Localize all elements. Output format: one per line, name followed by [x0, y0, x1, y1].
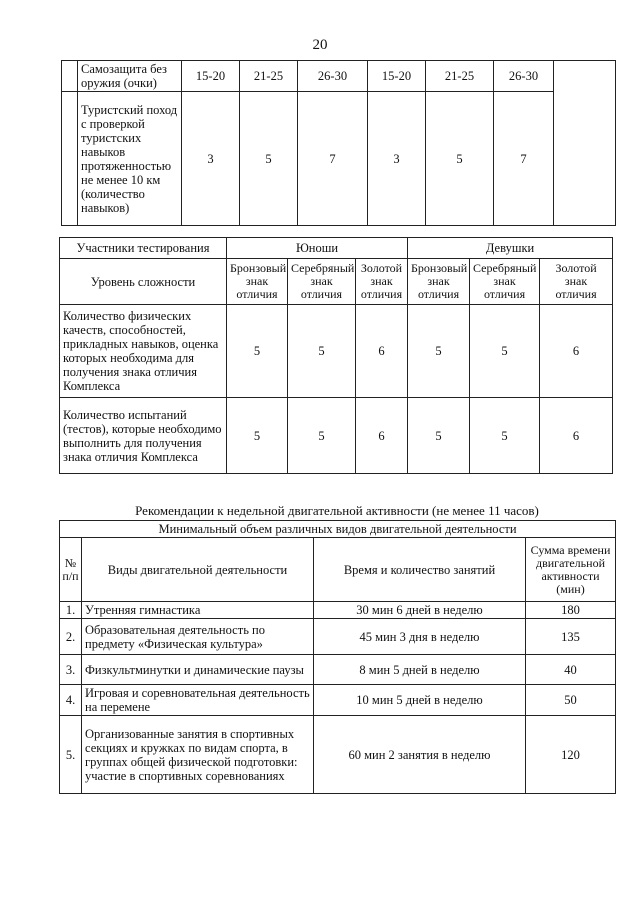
table-row [60, 305, 613, 398]
activity-sum: 180 [526, 602, 616, 619]
activity-sum: 120 [526, 716, 616, 794]
exercise-name: Самозащита без оружия (очки) [78, 61, 182, 92]
table-row [62, 61, 616, 92]
row-label: Количество испытаний (тестов), которые необходимо выполнить для получения знака отличия Комплекса [60, 398, 227, 474]
table-cell: 3 [368, 92, 426, 226]
table-cell [554, 61, 616, 226]
row-number: 5. [60, 716, 82, 794]
table-cell: 5 [408, 398, 470, 474]
activity-type: Утренняя гимнастика [82, 602, 314, 619]
activity-time: 10 мин 5 дней в неделю [314, 685, 526, 716]
table-cell: 21-25 [426, 61, 494, 92]
table-cell: 5 [470, 398, 540, 474]
table-row [60, 521, 616, 538]
row-number: 2. [60, 619, 82, 655]
row-number: 4. [60, 685, 82, 716]
table-cell: 7 [494, 92, 554, 226]
table-row [60, 538, 616, 602]
table-cell [62, 92, 78, 226]
time-header: Время и количество занятий [314, 538, 526, 602]
row-number: 3. [60, 655, 82, 685]
table-cell: 6 [356, 398, 408, 474]
level-header: Уровень сложности [60, 259, 227, 305]
level-gold: Золотой знак отличия [540, 259, 613, 305]
activity-title: Рекомендации к недельной двигательной активности (не менее 11 часов) [135, 503, 539, 518]
activity-type: Игровая и соревновательная деятельность на перемене [82, 685, 314, 716]
table-cell: 5 [227, 305, 288, 398]
level-bronze: Бронзовый знак отличия [408, 259, 470, 305]
type-header: Виды двигательной деятельности [82, 538, 314, 602]
activity-sum: 135 [526, 619, 616, 655]
activity-time: 45 мин 3 дня в неделю [314, 619, 526, 655]
activity-sum: 40 [526, 655, 616, 685]
activity-subtitle: Минимальный объем различных видов двигательной деятельности [60, 521, 616, 538]
table-row [60, 619, 616, 655]
boys-header: Юноши [227, 238, 408, 259]
row-number: 1. [60, 602, 82, 619]
table-cell: 5 [288, 305, 356, 398]
table-row [60, 716, 616, 794]
activity-time: 8 мин 5 дней в неделю [314, 655, 526, 685]
level-gold: Золотой знак отличия [356, 259, 408, 305]
level-bronze: Бронзовый знак отличия [227, 259, 288, 305]
table-cell: 6 [540, 305, 613, 398]
table-row [60, 685, 616, 716]
table-cell [62, 61, 78, 92]
activity-type: Образовательная деятельность по предмету «Физическая культура» [82, 619, 314, 655]
level-silver: Серебряный знак отличия [288, 259, 356, 305]
table-row [60, 602, 616, 619]
table-cell: 6 [356, 305, 408, 398]
table-cell: 5 [426, 92, 494, 226]
table-cell: 5 [240, 92, 298, 226]
table-row [60, 238, 613, 259]
table-cell: 26-30 [494, 61, 554, 92]
weekly-activity-table [59, 520, 616, 794]
table-cell: 26-30 [298, 61, 368, 92]
activity-sum: 50 [526, 685, 616, 716]
table-cell: 21-25 [240, 61, 298, 92]
table-cell: 5 [470, 305, 540, 398]
table-row [62, 92, 616, 226]
norms-table-continuation [61, 60, 616, 226]
table-cell: 5 [227, 398, 288, 474]
table-row [60, 398, 613, 474]
participants-header: Участники тестирования [60, 238, 227, 259]
girls-header: Девушки [408, 238, 613, 259]
activity-time: 30 мин 6 дней в неделю [314, 602, 526, 619]
activity-type: Организованные занятия в спортивных секциях и кружках по видам спорта, в группах общей физической подготовки: участие в спортивных соревнованиях [82, 716, 314, 794]
exercise-name: Туристский поход с проверкой туристских навыков протяженностью не менее 10 км (количество навыков) [78, 92, 182, 226]
table-cell: 6 [540, 398, 613, 474]
table-row [60, 259, 613, 305]
table-cell: 3 [182, 92, 240, 226]
table-cell: 15-20 [368, 61, 426, 92]
sum-header: Сумма времени двигательной активности (мин) [526, 538, 616, 602]
row-label: Количество физических качеств, способностей, прикладных навыков, оценка которых необходима для получения знака отличия Комплекса [60, 305, 227, 398]
num-header: № п/п [60, 538, 82, 602]
level-silver: Серебряный знак отличия [470, 259, 540, 305]
table-cell: 7 [298, 92, 368, 226]
table-row [60, 655, 616, 685]
table-cell: 5 [408, 305, 470, 398]
activity-type: Физкультминутки и динамические паузы [82, 655, 314, 685]
table-cell: 15-20 [182, 61, 240, 92]
activity-time: 60 мин 2 занятия в неделю [314, 716, 526, 794]
table-cell: 5 [288, 398, 356, 474]
badge-requirements-table [59, 237, 613, 474]
page-number: 20 [312, 37, 328, 53]
